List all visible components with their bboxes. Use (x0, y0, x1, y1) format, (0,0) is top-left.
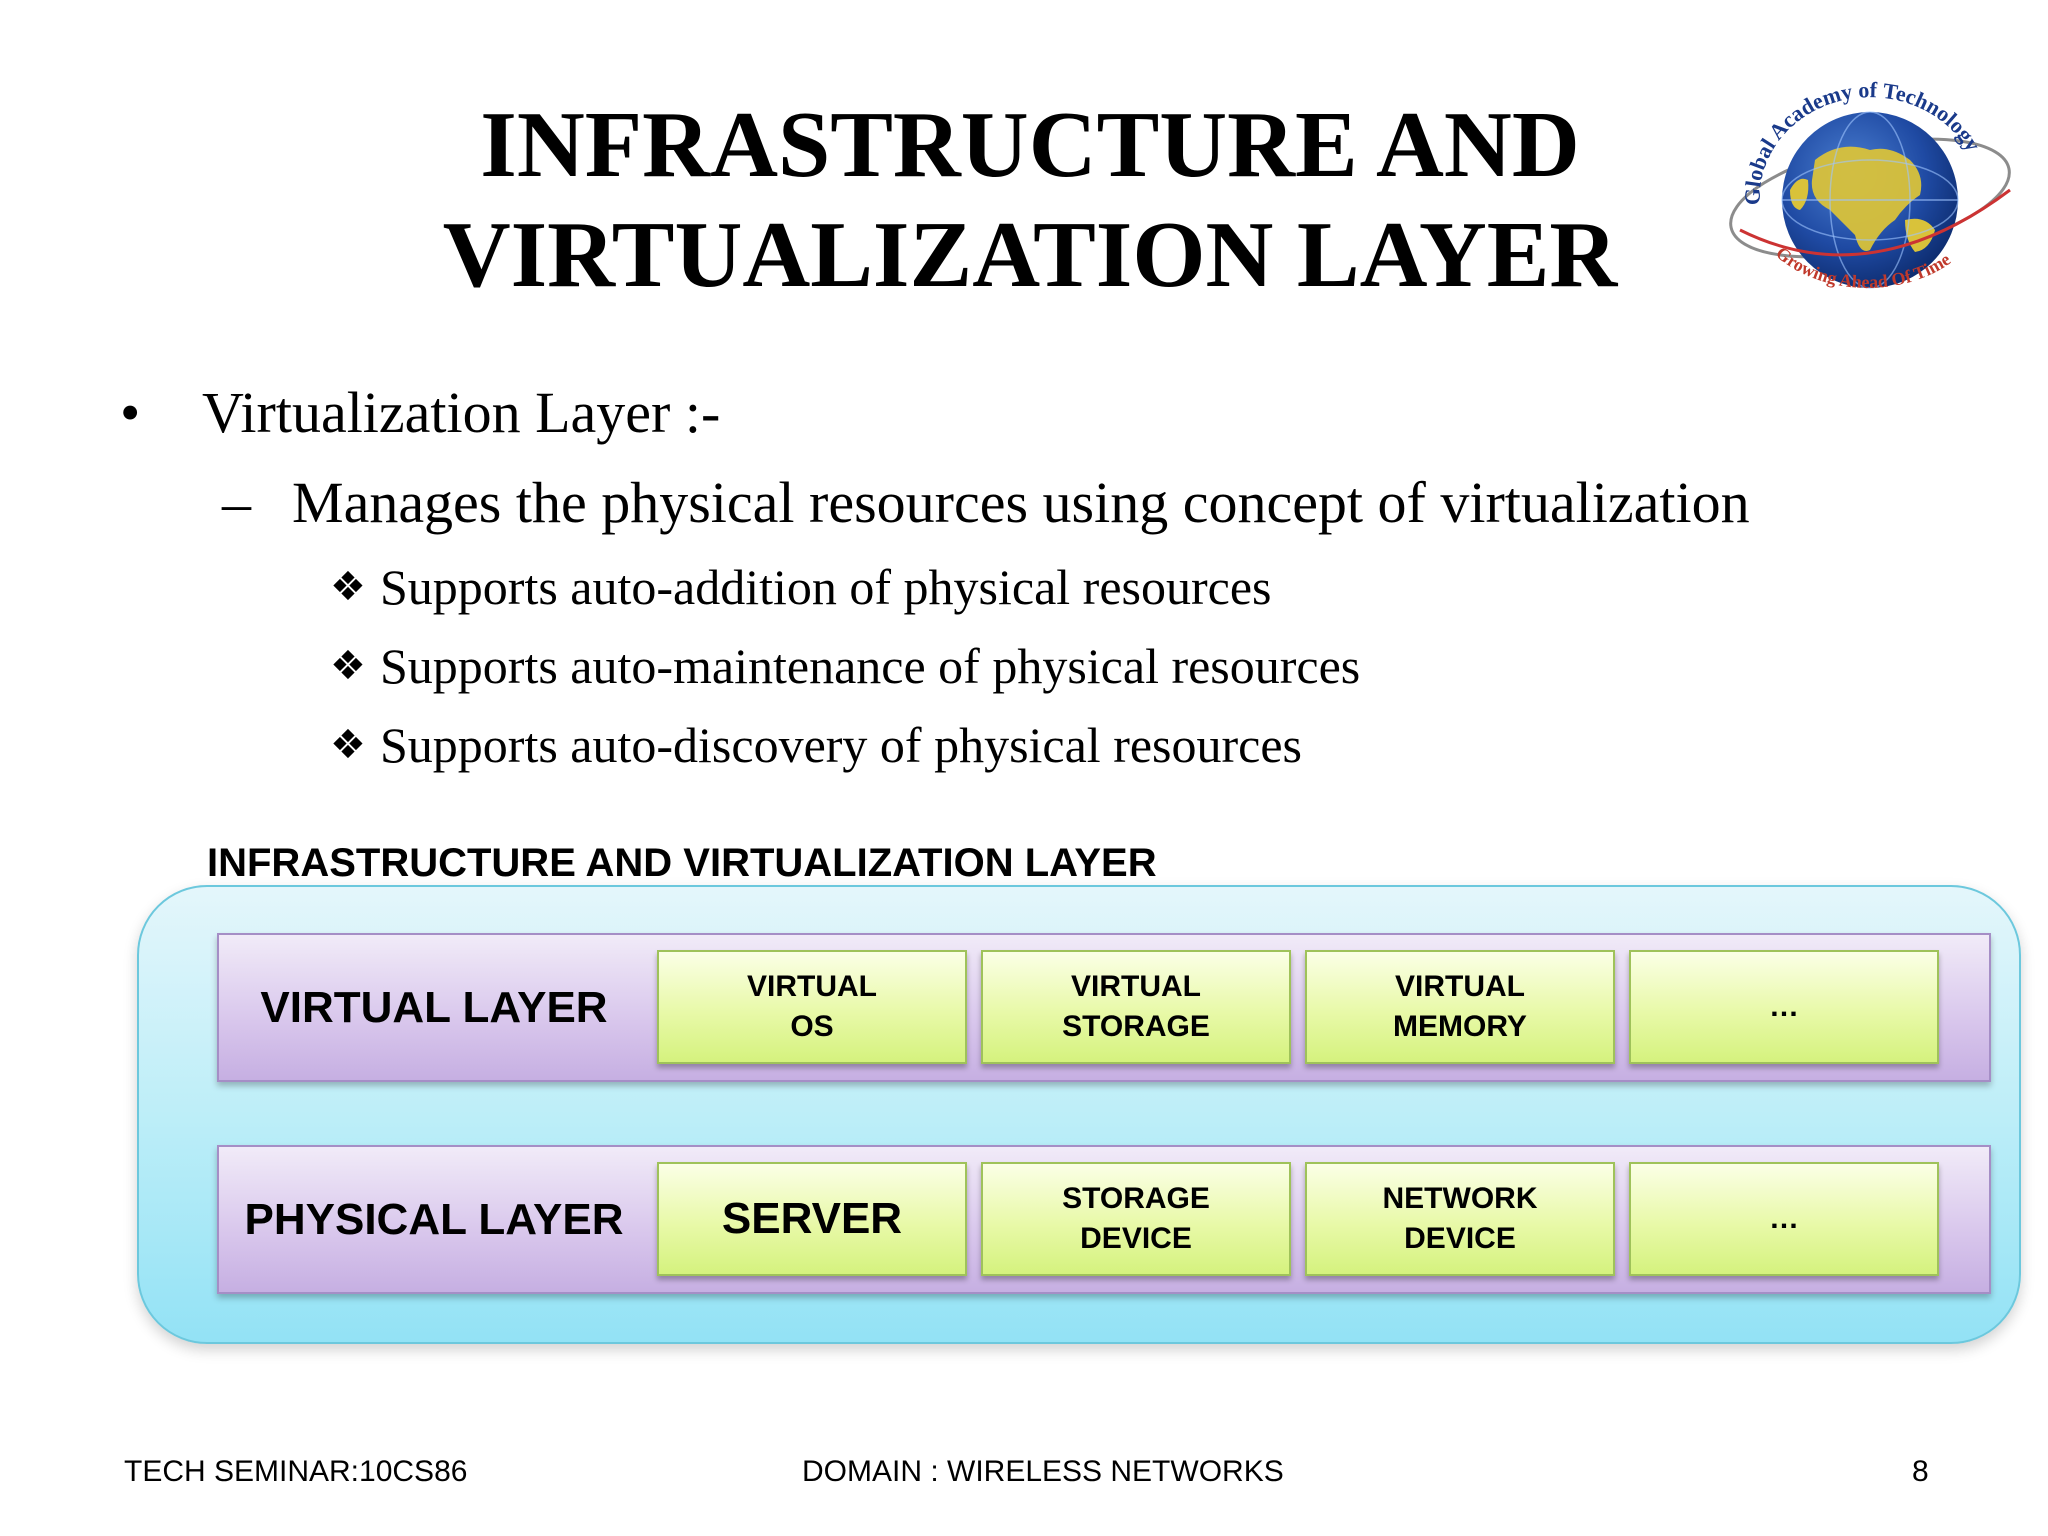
virtual-more-box (1629, 950, 1939, 1064)
network-device-box (1305, 1162, 1615, 1276)
physical-more-box (1629, 1162, 1939, 1276)
logo-arc-bottom-text: Growing Ahead Of Time (1772, 242, 1954, 292)
diagram-caption: INFRASTRUCTURE AND VIRTUALIZATION LAYER (207, 841, 1157, 885)
bullet-level-3-text: Supports auto-discovery of physical resources (380, 717, 1302, 773)
cell-line: MEMORY (1393, 1010, 1527, 1043)
cell-line: DEVICE (1404, 1222, 1516, 1255)
cell-line: OS (790, 1010, 834, 1043)
cell-line: VIRTUAL (747, 970, 877, 1003)
bullet-dash-icon: – (222, 470, 251, 535)
cell-line: VIRTUAL (1395, 970, 1525, 1003)
diamond-bullet-icon: ❖ (330, 643, 366, 689)
bullet-dot-icon: • (120, 380, 141, 445)
cell-line: STORAGE (1062, 1010, 1210, 1043)
server-box (657, 1162, 967, 1276)
cell-line: … (1769, 1202, 1799, 1235)
slide-title-line-2: VIRTUALIZATION LAYER (442, 203, 1618, 307)
physical-layer-label: PHYSICAL LAYER (244, 1194, 624, 1244)
cell-line: SERVER (721, 1194, 903, 1243)
cell-line: STORAGE (1062, 1182, 1210, 1215)
bullet-level-2-text: Manages the physical resources using concept of virtualization (292, 470, 1750, 535)
physical-layer-band (217, 1145, 1991, 1294)
footer-domain: DOMAIN : WIRELESS NETWORKS (802, 1455, 1284, 1488)
virtual-layer-band (217, 933, 1991, 1082)
footer-course: TECH SEMINAR:10CS86 (124, 1455, 468, 1488)
virtual-memory-box (1305, 950, 1615, 1064)
cell-line: VIRTUAL (1071, 970, 1201, 1003)
diamond-bullet-icon: ❖ (330, 722, 366, 768)
cell-line: DEVICE (1080, 1222, 1192, 1255)
bullet-level-3-text: Supports auto-maintenance of physical resources (380, 638, 1361, 694)
cell-line: … (1769, 990, 1799, 1023)
storage-device-box (981, 1162, 1291, 1276)
diamond-bullet-icon: ❖ (330, 564, 366, 610)
cell-line: NETWORK (1382, 1182, 1538, 1215)
virtual-os-box (657, 950, 967, 1064)
bullet-level-3-text: Supports auto-addition of physical resources (380, 559, 1272, 615)
virtual-storage-box (981, 950, 1291, 1064)
slide-title-line-1: INFRASTRUCTURE AND (480, 93, 1580, 197)
bullet-level-1-text: Virtualization Layer :- (202, 380, 721, 445)
logo-arc-top-text: Global Academy of Technology (1739, 80, 1986, 206)
virtual-layer-label: VIRTUAL LAYER (260, 982, 608, 1032)
page-number: 8 (1912, 1455, 1929, 1488)
